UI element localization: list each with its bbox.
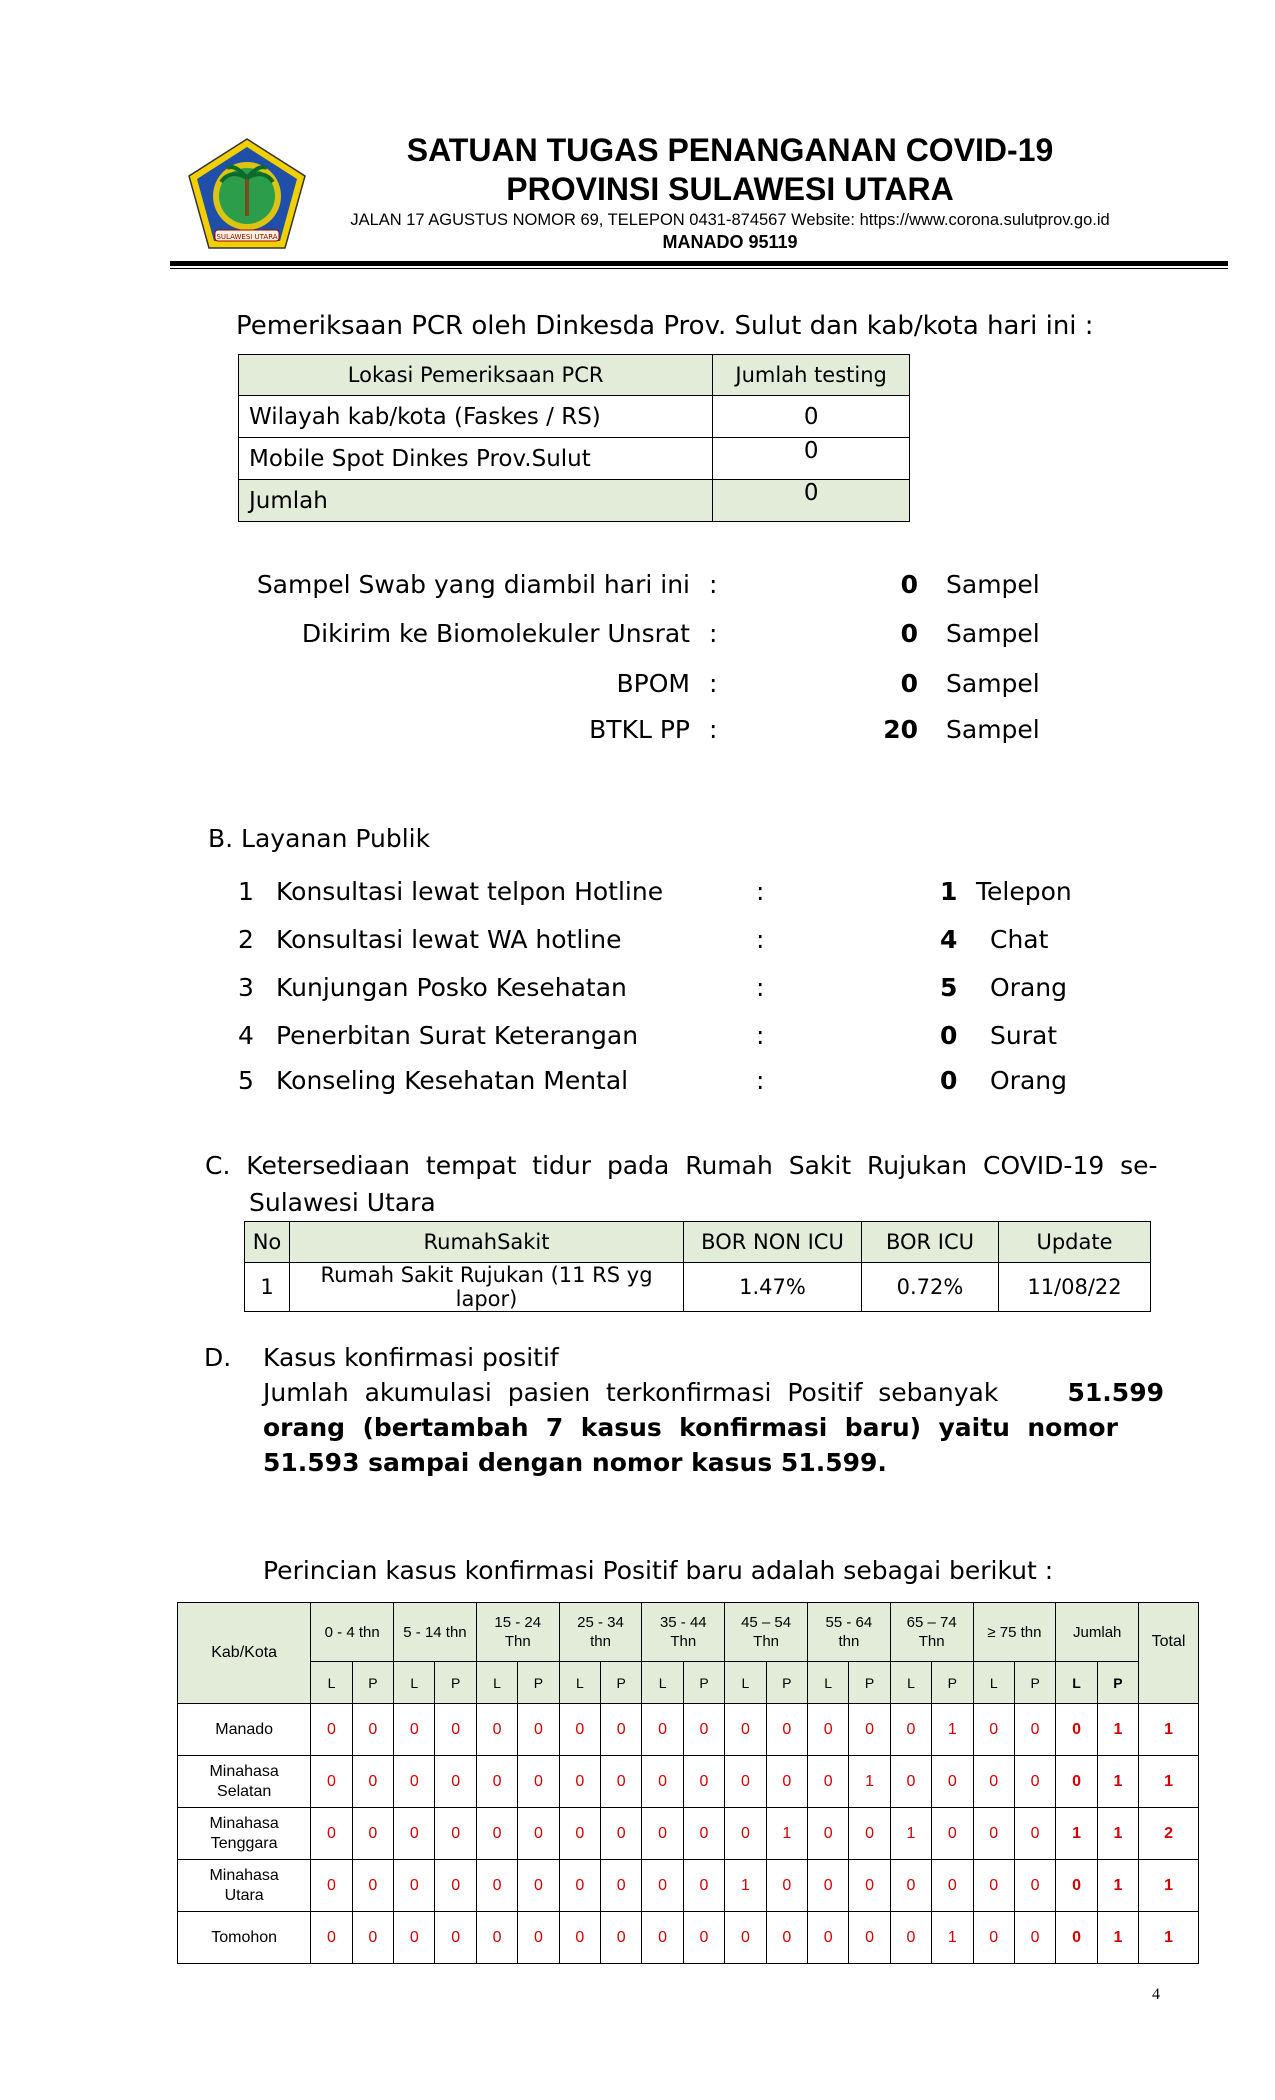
cases-cell-kab: Minahasa Selatan [178, 1756, 311, 1808]
cases-col-sex: L [1056, 1662, 1097, 1704]
cases-cell-value: 0 [642, 1808, 683, 1860]
cases-cell-value: 0 [1056, 1704, 1097, 1756]
cases-cell-value: 0 [973, 1756, 1014, 1808]
cases-cell-value: 0 [394, 1912, 435, 1964]
sample-label: BPOM [616, 669, 690, 698]
cases-col-sex: L [311, 1662, 352, 1704]
cases-cell-value: 0 [311, 1704, 352, 1756]
cases-cell-value: 0 [642, 1860, 683, 1912]
beds-heading-line1: C. Ketersediaan tempat tidur pada Rumah Sakit Rujukan COVID-19 se- [205, 1151, 1158, 1180]
public-item-unit: Telepon [976, 877, 1072, 906]
cases-cell-value: 0 [1014, 1756, 1055, 1808]
province-emblem-logo [185, 136, 309, 252]
bed-col-no: No [245, 1222, 290, 1263]
cases-cell-kab: Minahasa Utara [178, 1860, 311, 1912]
cases-col-sex: P [435, 1662, 476, 1704]
cases-cell-value: 0 [849, 1704, 890, 1756]
sample-unit: Sampel [946, 715, 1040, 744]
cases-cell-value: 0 [1014, 1704, 1055, 1756]
cases-cell-value: 0 [601, 1912, 642, 1964]
public-item-colon: : [756, 1021, 765, 1050]
cases-cell-value: 0 [559, 1704, 600, 1756]
cases-cell-total: 1 [1139, 1912, 1199, 1964]
cases-cell-total: 1 [1139, 1860, 1199, 1912]
cases-cell-total: 1 [1139, 1756, 1199, 1808]
public-item-value: 4 [940, 925, 958, 954]
cases-col-sex: L [890, 1662, 931, 1704]
cases-cell-value: 0 [352, 1860, 393, 1912]
cases-cell-value: 0 [476, 1860, 517, 1912]
bed-col-bor-non-icu: BOR NON ICU [684, 1222, 862, 1263]
table-row [245, 1263, 1151, 1312]
pcr-col-count: Jumlah testing [713, 355, 910, 396]
header-title-line1: SATUAN TUGAS PENANGANAN COVID-19 [406, 132, 1054, 168]
cases-cell-value: 0 [1056, 1912, 1097, 1964]
sample-unit: Sampel [946, 570, 1040, 599]
public-item-value: 0 [940, 1066, 958, 1095]
cases-cell-value: 0 [311, 1756, 352, 1808]
cases-cell-value: 0 [683, 1756, 724, 1808]
public-item-value: 0 [940, 1021, 958, 1050]
public-item-label: Konseling Kesehatan Mental [276, 1066, 629, 1095]
bed-col-hospital: RumahSakit [290, 1222, 684, 1263]
sample-value: 20 [883, 715, 918, 744]
cases-cell-value: 0 [890, 1756, 931, 1808]
sample-label: Sampel Swab yang diambil hari ini [256, 570, 690, 599]
bed-cell-hospital: Rumah Sakit Rujukan (11 RS yg lapor) [290, 1263, 684, 1312]
cases-cell-value: 0 [601, 1756, 642, 1808]
cases-cell-value: 0 [394, 1860, 435, 1912]
cases-col-age-group: ≥ 75 thn [973, 1603, 1056, 1662]
table-row [178, 1912, 1199, 1964]
cases-cell-value: 1 [932, 1912, 973, 1964]
sample-colon: : [709, 715, 718, 744]
cases-cell-value: 0 [476, 1808, 517, 1860]
header-title-line2: PROVINSI SULAWESI UTARA [506, 171, 954, 207]
sample-value: 0 [900, 570, 918, 599]
cases-col-sex: L [725, 1662, 766, 1704]
cases-cell-value: 0 [725, 1756, 766, 1808]
public-item-unit: Surat [990, 1021, 1058, 1050]
bed-cell-update: 11/08/22 [999, 1263, 1151, 1312]
pcr-row-label: Jumlah [239, 480, 713, 522]
cases-cell-total: 1 [1139, 1704, 1199, 1756]
sample-label: Dikirim ke Biomolekuler Unsrat [301, 619, 690, 648]
confirmed-letter: D. [204, 1343, 232, 1372]
bed-cell-bor-non-icu: 1.47% [684, 1263, 862, 1312]
public-item-num: 2 [238, 925, 254, 954]
cases-cell-value: 0 [311, 1860, 352, 1912]
table-row [178, 1860, 1199, 1912]
confirmed-paragraph-line3: 51.593 sampai dengan nomor kasus 51.599. [263, 1448, 887, 1477]
header-address: JALAN 17 AGUSTUS NOMOR 69, TELEPON 0431-874567 Website: https://www.corona.sulutprov.go.id [350, 211, 1110, 229]
cases-cell-value: 0 [435, 1808, 476, 1860]
cases-cell-value: 0 [642, 1756, 683, 1808]
cases-cell-value: 1 [1097, 1860, 1138, 1912]
cases-cell-value: 0 [725, 1912, 766, 1964]
public-item-unit: Orang [990, 1066, 1067, 1095]
cases-cell-value: 0 [973, 1860, 1014, 1912]
cases-cell-value: 0 [725, 1704, 766, 1756]
cases-cell-value: 0 [1014, 1860, 1055, 1912]
sample-colon: : [709, 619, 718, 648]
bed-cell-bor-icu: 0.72% [862, 1263, 999, 1312]
cases-cell-value: 0 [807, 1808, 848, 1860]
cases-cell-value: 0 [1056, 1860, 1097, 1912]
cases-cell-value: 0 [518, 1704, 559, 1756]
public-item-colon: : [756, 1066, 765, 1095]
sample-colon: : [709, 570, 718, 599]
cases-cell-value: 0 [932, 1808, 973, 1860]
cases-cell-value: 0 [766, 1912, 807, 1964]
pcr-row-value: 0 [713, 438, 910, 480]
cases-cell-value: 0 [890, 1704, 931, 1756]
public-item-num: 1 [238, 877, 254, 906]
table-row [239, 396, 910, 438]
pcr-col-location: Lokasi Pemeriksaan PCR [239, 355, 713, 396]
cases-cell-value: 0 [932, 1756, 973, 1808]
cases-cell-value: 0 [435, 1756, 476, 1808]
cases-cell-value: 0 [518, 1808, 559, 1860]
pcr-row-label: Mobile Spot Dinkes Prov.Sulut [239, 438, 713, 480]
cases-cell-value: 0 [890, 1860, 931, 1912]
cases-col-sex: P [518, 1662, 559, 1704]
table-row [178, 1704, 1199, 1756]
cases-col-sex: P [683, 1662, 724, 1704]
cases-cell-value: 0 [1056, 1756, 1097, 1808]
pcr-table-header [239, 355, 910, 396]
header-rule-thick [170, 261, 1228, 266]
public-item-label: Konsultasi lewat WA hotline [276, 925, 622, 954]
cases-col-sex: P [601, 1662, 642, 1704]
cases-cell-value: 0 [518, 1912, 559, 1964]
cases-cell-value: 0 [683, 1860, 724, 1912]
confirmed-paragraph-line2: orang (bertambah 7 kasus konfirmasi baru) yaitu nomor [263, 1413, 1118, 1442]
pcr-row-value: 0 [713, 396, 910, 438]
cases-col-sex: P [1014, 1662, 1055, 1704]
cases-col-age-group: 0 - 4 thn [311, 1603, 394, 1662]
cases-cell-value: 0 [849, 1912, 890, 1964]
public-item-colon: : [756, 877, 765, 906]
cases-cell-value: 0 [601, 1860, 642, 1912]
cases-cell-value: 0 [1014, 1912, 1055, 1964]
cases-col-sex: P [849, 1662, 890, 1704]
cases-cell-value: 0 [807, 1704, 848, 1756]
cases-cell-value: 0 [766, 1704, 807, 1756]
cases-col-age-group: 65 – 74 Thn [890, 1603, 973, 1662]
cases-header-sex-row [178, 1662, 1199, 1704]
cases-cell-value: 0 [435, 1704, 476, 1756]
cases-col-sex: L [973, 1662, 1014, 1704]
cases-col-age-group: 45 – 54 Thn [725, 1603, 808, 1662]
header-rule-thin [170, 268, 1228, 269]
cases-col-sex: L [476, 1662, 517, 1704]
cases-cell-value: 0 [807, 1912, 848, 1964]
table-row [239, 480, 910, 522]
cases-cell-value: 0 [1014, 1808, 1055, 1860]
pcr-row-value: 0 [713, 480, 910, 522]
cases-col-sex: P [932, 1662, 973, 1704]
cases-cell-value: 0 [435, 1860, 476, 1912]
cases-cell-value: 1 [766, 1808, 807, 1860]
cases-cell-value: 0 [766, 1756, 807, 1808]
cases-cell-value: 1 [849, 1756, 890, 1808]
cases-cell-value: 0 [518, 1860, 559, 1912]
cases-cell-value: 0 [394, 1704, 435, 1756]
cases-cell-value: 0 [973, 1704, 1014, 1756]
cases-cell-value: 1 [1097, 1912, 1138, 1964]
cases-col-kab: Kab/Kota [178, 1603, 311, 1704]
cases-cell-kab: Manado [178, 1704, 311, 1756]
logo-lettering: SULAWESI UTARA [216, 233, 278, 241]
public-item-num: 5 [238, 1066, 254, 1095]
cases-col-sex: P [766, 1662, 807, 1704]
cases-cell-value: 0 [352, 1704, 393, 1756]
sample-value: 0 [900, 669, 918, 698]
sample-colon: : [709, 669, 718, 698]
cases-cell-value: 0 [311, 1912, 352, 1964]
cases-cell-value: 0 [849, 1860, 890, 1912]
cases-cell-value: 0 [559, 1756, 600, 1808]
bed-table [244, 1221, 1151, 1312]
table-row [239, 438, 910, 480]
page-number: 4 [1152, 1986, 1160, 2003]
beds-heading-line2: Sulawesi Utara [249, 1188, 436, 1217]
cases-table [177, 1602, 1199, 1964]
confirmed-total: 51.599 [1067, 1378, 1164, 1407]
cases-cell-value: 0 [807, 1756, 848, 1808]
cases-col-total: Total [1139, 1603, 1199, 1704]
cases-col-age-group: 25 - 34 thn [559, 1603, 642, 1662]
bed-col-update: Update [999, 1222, 1151, 1263]
cases-cell-value: 0 [394, 1808, 435, 1860]
cases-col-sex: L [394, 1662, 435, 1704]
cases-cell-value: 0 [476, 1756, 517, 1808]
public-item-colon: : [756, 925, 765, 954]
public-item-label: Konsultasi lewat telpon Hotline [276, 877, 664, 906]
cases-cell-value: 1 [1097, 1808, 1138, 1860]
cases-cell-value: 0 [559, 1808, 600, 1860]
cases-col-age-group: 35 - 44 Thn [642, 1603, 725, 1662]
sample-unit: Sampel [946, 619, 1040, 648]
cases-cell-value: 0 [476, 1704, 517, 1756]
cases-cell-value: 0 [601, 1808, 642, 1860]
public-item-label: Penerbitan Surat Keterangan [276, 1021, 639, 1050]
cases-cell-value: 0 [311, 1808, 352, 1860]
cases-cell-value: 0 [725, 1808, 766, 1860]
cases-cell-value: 0 [352, 1808, 393, 1860]
public-item-num: 4 [238, 1021, 254, 1050]
public-item-unit: Chat [990, 925, 1049, 954]
cases-cell-value: 0 [683, 1808, 724, 1860]
bed-table-header [245, 1222, 1151, 1263]
cases-cell-value: 0 [601, 1704, 642, 1756]
cases-cell-value: 1 [1097, 1704, 1138, 1756]
cases-cell-value: 0 [973, 1912, 1014, 1964]
cases-cell-value: 0 [890, 1912, 931, 1964]
bed-cell-no: 1 [245, 1263, 290, 1312]
cases-cell-value: 0 [476, 1912, 517, 1964]
cases-cell-value: 1 [1097, 1756, 1138, 1808]
cases-cell-value: 0 [766, 1860, 807, 1912]
public-item-value: 1 [940, 877, 958, 906]
cases-header-age-row [178, 1603, 1199, 1662]
cases-cell-value: 0 [518, 1756, 559, 1808]
cases-cell-kab: Minahasa Tenggara [178, 1808, 311, 1860]
cases-cell-value: 1 [1056, 1808, 1097, 1860]
cases-col-sex: L [807, 1662, 848, 1704]
public-item-num: 3 [238, 973, 254, 1002]
cases-cell-kab: Tomohon [178, 1912, 311, 1964]
cases-cell-value: 0 [932, 1860, 973, 1912]
table-row [178, 1756, 1199, 1808]
cases-cell-value: 0 [559, 1912, 600, 1964]
pcr-table [238, 354, 910, 522]
sample-unit: Sampel [946, 669, 1040, 698]
cases-cell-total: 2 [1139, 1808, 1199, 1860]
cases-cell-value: 0 [849, 1808, 890, 1860]
public-item-value: 5 [940, 973, 958, 1002]
cases-cell-value: 0 [807, 1860, 848, 1912]
cases-col-age-group: 5 - 14 thn [394, 1603, 477, 1662]
cases-col-sex: L [642, 1662, 683, 1704]
cases-cell-value: 0 [973, 1808, 1014, 1860]
table-row [178, 1808, 1199, 1860]
cases-cell-value: 1 [725, 1860, 766, 1912]
public-heading: B. Layanan Publik [208, 824, 431, 853]
confirmed-paragraph-line1: Jumlah akumulasi pasien terkonfirmasi Positif sebanyak [263, 1378, 999, 1407]
cases-cell-value: 0 [559, 1860, 600, 1912]
cases-cell-value: 0 [352, 1912, 393, 1964]
cases-col-age-group: Jumlah [1056, 1603, 1139, 1662]
cases-cell-value: 1 [932, 1704, 973, 1756]
cases-col-age-group: 55 - 64 thn [807, 1603, 890, 1662]
public-item-unit: Orang [990, 973, 1067, 1002]
confirmed-heading: Kasus konfirmasi positif [263, 1343, 559, 1372]
cases-cell-value: 0 [642, 1912, 683, 1964]
cases-col-age-group: 15 - 24 Thn [476, 1603, 559, 1662]
cases-cell-value: 0 [394, 1756, 435, 1808]
cases-cell-value: 0 [683, 1912, 724, 1964]
cases-cell-value: 0 [352, 1756, 393, 1808]
public-item-label: Kunjungan Posko Kesehatan [276, 973, 627, 1002]
cases-heading: Perincian kasus konfirmasi Positif baru adalah sebagai berikut : [263, 1556, 1054, 1585]
public-item-colon: : [756, 973, 765, 1002]
sample-value: 0 [900, 619, 918, 648]
header-city: MANADO 95119 [662, 232, 798, 252]
cases-col-sex: P [1097, 1662, 1138, 1704]
pcr-row-label: Wilayah kab/kota (Faskes / RS) [239, 396, 713, 438]
cases-cell-value: 1 [890, 1808, 931, 1860]
cases-cell-value: 0 [642, 1704, 683, 1756]
cases-cell-value: 0 [435, 1912, 476, 1964]
cases-col-sex: L [559, 1662, 600, 1704]
pcr-heading: Pemeriksaan PCR oleh Dinkesda Prov. Sulut dan kab/kota hari ini : [236, 311, 1094, 341]
bed-col-bor-icu: BOR ICU [862, 1222, 999, 1263]
sample-label: BTKL PP [589, 715, 690, 744]
cases-cell-value: 0 [683, 1704, 724, 1756]
cases-col-sex: P [352, 1662, 393, 1704]
